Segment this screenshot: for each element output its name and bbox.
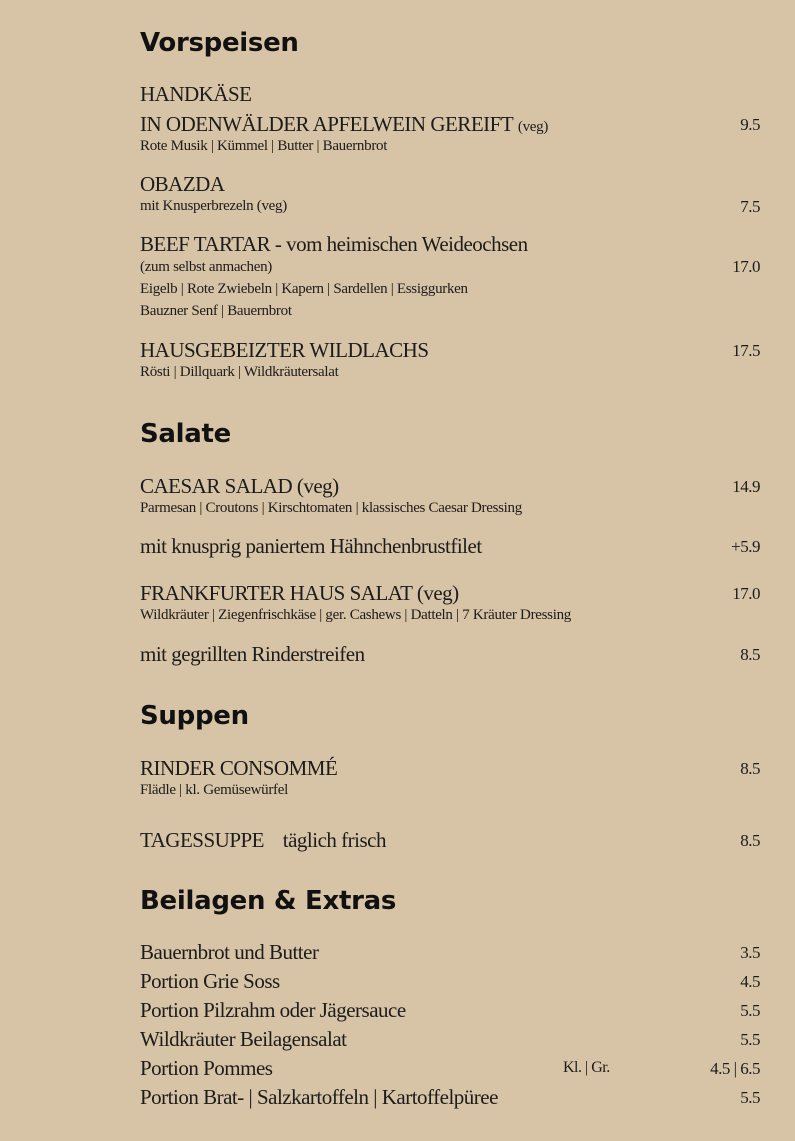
menu-item-kartoffeln bbox=[140, 1085, 760, 1110]
item-price: 9.5 bbox=[740, 115, 760, 134]
menu-item-pommes bbox=[140, 1056, 760, 1081]
item-name: mit knusprig paniertem Hähnchenbrustfilet bbox=[140, 534, 482, 558]
item-price: 7.5 bbox=[740, 197, 760, 216]
item-price: 5.5 bbox=[740, 1001, 760, 1020]
item-name: Bauernbrot und Butter bbox=[140, 940, 319, 964]
menu-item-apfelwein bbox=[140, 112, 760, 137]
menu-item-haus-salat bbox=[140, 581, 760, 606]
section-title-suppen: Suppen bbox=[140, 701, 249, 731]
item-name: mit gegrillten Rinderstreifen bbox=[140, 642, 365, 666]
menu-item-obazda bbox=[140, 172, 760, 197]
item-price: +5.9 bbox=[731, 537, 760, 556]
item-name: HANDKÄSE bbox=[140, 82, 252, 106]
item-name: FRANKFURTER HAUS SALAT (veg) bbox=[140, 581, 459, 605]
menu-item-grie-soss bbox=[140, 969, 760, 994]
menu-item-consomme bbox=[140, 756, 760, 781]
item-price: 8.5 bbox=[740, 645, 760, 664]
item-description: Parmesan | Croutons | Kirschtomaten | klassisches Caesar Dressing bbox=[140, 500, 522, 516]
item-price: 8.5 bbox=[740, 831, 760, 850]
item-name: RINDER CONSOMMÉ bbox=[140, 756, 338, 780]
item-price: 5.5 bbox=[740, 1088, 760, 1107]
item-price: 8.5 bbox=[740, 759, 760, 778]
item-name: HAUSGEBEIZTER WILDLACHS bbox=[140, 338, 429, 362]
item-sub: mit Knusperbrezeln (veg) bbox=[140, 198, 287, 214]
menu-page bbox=[140, 0, 760, 1141]
menu-item-tagessuppe bbox=[140, 828, 760, 853]
item-name: TAGESSUPPE bbox=[140, 828, 265, 852]
item-description: Eigelb | Rote Zwiebeln | Kapern | Sardellen | Essiggurken bbox=[140, 281, 468, 297]
section-title-salate: Salate bbox=[140, 419, 231, 449]
item-price: 17.0 bbox=[732, 257, 760, 276]
item-description: Rote Musik | Kümmel | Butter | Bauernbrot bbox=[140, 138, 388, 154]
item-price: 4.5 | 6.5 bbox=[710, 1059, 760, 1078]
item-price: 14.9 bbox=[732, 477, 760, 496]
item-name: Wildkräuter Beilagensalat bbox=[140, 1027, 347, 1051]
item-description: Rösti | Dillquark | Wildkräutersalat bbox=[140, 364, 339, 380]
menu-item-beef-tartar bbox=[140, 232, 760, 257]
item-name: OBAZDA bbox=[140, 172, 225, 196]
item-name: BEEF TARTAR - vom heimischen Weideochsen bbox=[140, 232, 528, 256]
item-name: Portion Pommes bbox=[140, 1056, 273, 1080]
menu-item-rinderstreifen-extra bbox=[140, 642, 760, 667]
menu-item-wildlachs bbox=[140, 338, 760, 363]
item-price: 4.5 bbox=[740, 972, 760, 991]
item-tag: täglich frisch bbox=[282, 828, 386, 852]
item-size: Kl. | Gr. bbox=[563, 1059, 610, 1076]
menu-item-haehnchen-extra bbox=[140, 534, 760, 559]
item-name: IN ODENWÄLDER APFELWEIN GEREIFT bbox=[140, 112, 514, 136]
item-tag: (veg) bbox=[517, 119, 549, 135]
item-price: 17.0 bbox=[732, 584, 760, 603]
item-name: Portion Brat- | Salzkartoffeln | Kartoffelpüree bbox=[140, 1085, 498, 1109]
menu-item-beilagensalat bbox=[140, 1027, 760, 1052]
item-sub: (zum selbst anmachen) bbox=[140, 259, 272, 275]
section-title-beilagen: Beilagen & Extras bbox=[140, 886, 397, 916]
item-price: 17.5 bbox=[732, 341, 760, 360]
menu-item-caesar-salad bbox=[140, 474, 760, 499]
item-subtitle bbox=[140, 198, 760, 215]
menu-item-bauernbrot bbox=[140, 940, 760, 965]
item-price: 5.5 bbox=[740, 1030, 760, 1049]
menu-item-handkaese bbox=[140, 82, 760, 107]
menu-item-pilzrahm bbox=[140, 998, 760, 1023]
item-name: Portion Grie Soss bbox=[140, 969, 280, 993]
item-name: Portion Pilzrahm oder Jägersauce bbox=[140, 998, 406, 1022]
item-description: Flädle | kl. Gemüsewürfel bbox=[140, 782, 288, 798]
section-title-vorspeisen: Vorspeisen bbox=[140, 28, 299, 58]
item-subtitle bbox=[140, 259, 760, 276]
item-description: Bauzner Senf | Bauernbrot bbox=[140, 303, 292, 319]
item-description: Wildkräuter | Ziegenfrischkäse | ger. Cashews | Datteln | 7 Kräuter Dressing bbox=[140, 607, 571, 623]
item-price: 3.5 bbox=[740, 943, 760, 962]
item-name: CAESAR SALAD (veg) bbox=[140, 474, 339, 498]
